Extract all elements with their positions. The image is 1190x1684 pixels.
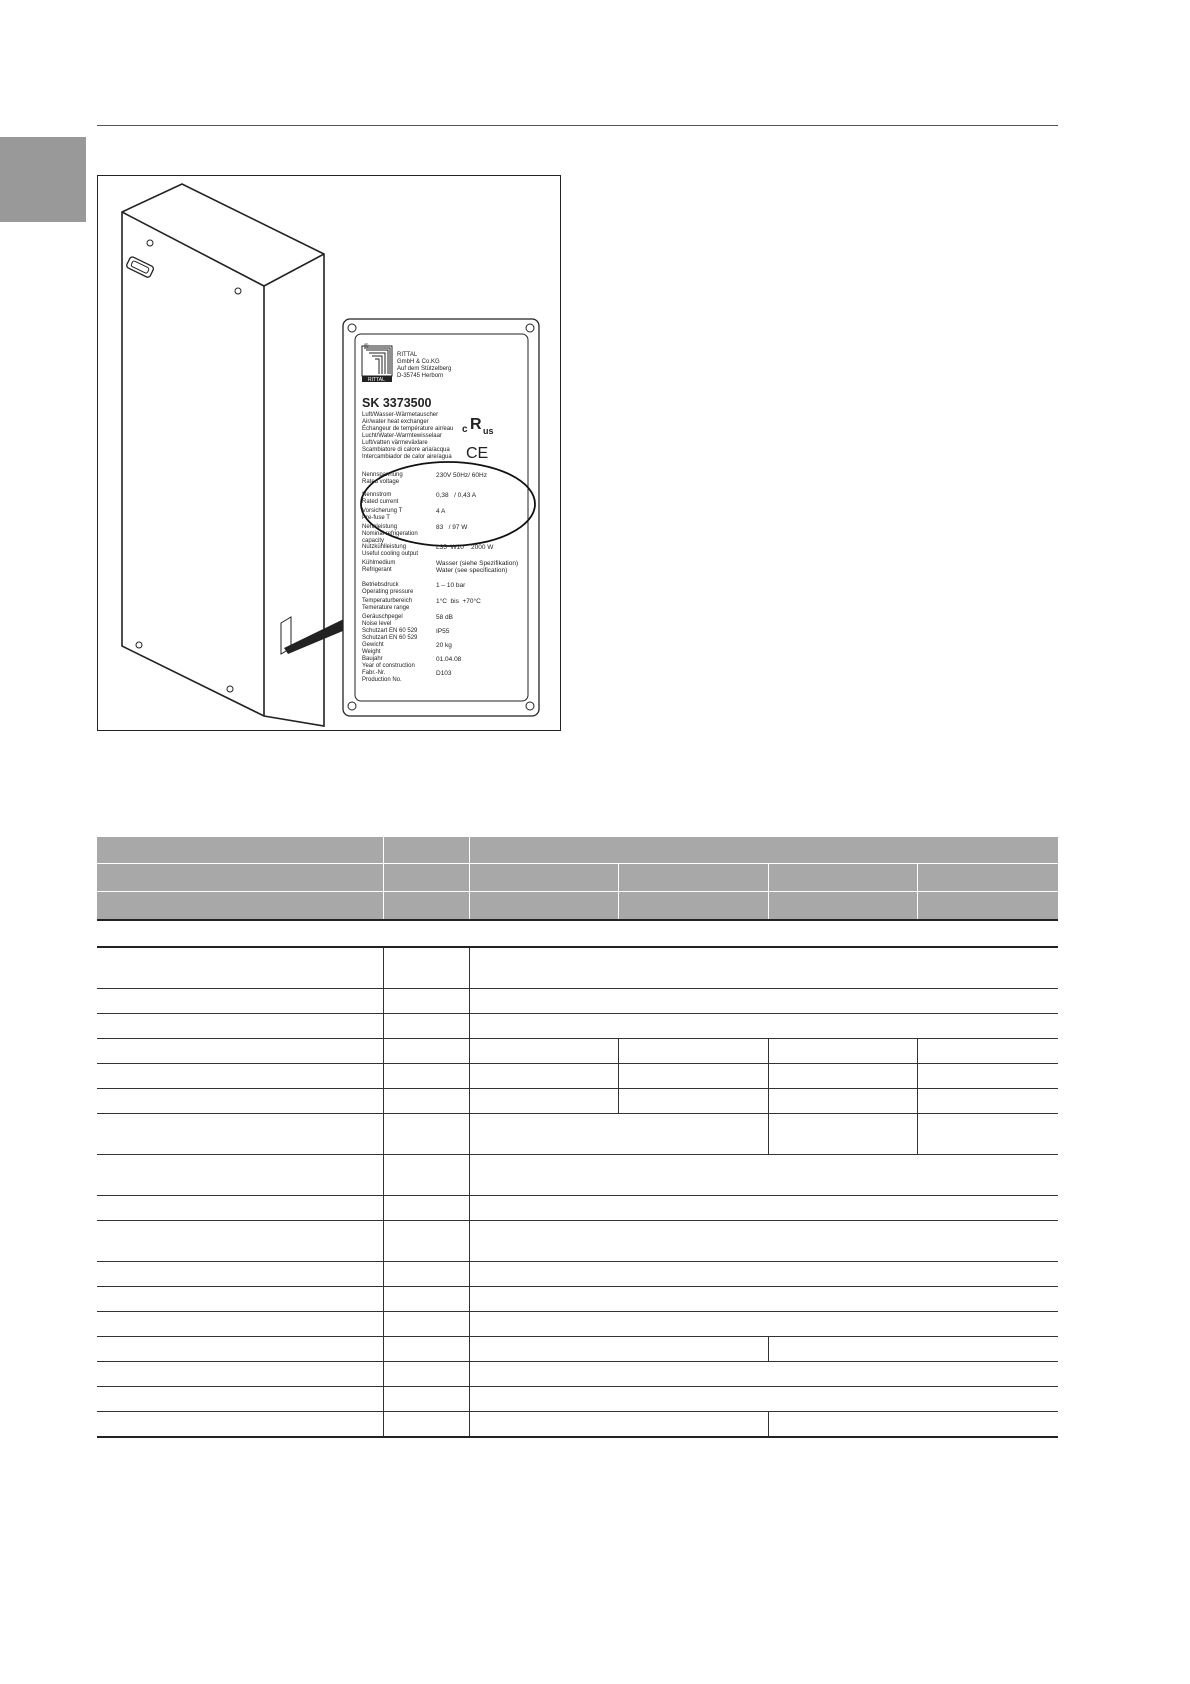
- table-cell: [97, 1155, 383, 1196]
- table-cell: [469, 1014, 1058, 1039]
- header-cell: [469, 892, 618, 921]
- header-cell: [97, 892, 383, 921]
- table-cell: [383, 1262, 469, 1287]
- table-cell: [469, 1287, 1058, 1312]
- nameplate-row-label: Nennstrom Rated current: [362, 492, 399, 505]
- table-cell: [383, 1312, 469, 1337]
- nameplate-row-label: Fabr.-Nr. Production No.: [362, 670, 402, 683]
- table-cell: [97, 1114, 383, 1155]
- table-cell: [469, 1337, 768, 1362]
- table-cell: [383, 1064, 469, 1089]
- table-cell: [383, 1014, 469, 1039]
- nameplate-row-value: 83 / 97 W: [436, 524, 468, 531]
- nameplate-row-label: Gewicht Weight: [362, 642, 384, 655]
- table-cell: [383, 1221, 469, 1262]
- table-cell: [469, 947, 1058, 989]
- manufacturer-address: RITTAL GmbH & Co.KG Auf dem Stützelberg D-35745 Herborn: [397, 352, 452, 379]
- table-cell: [618, 1089, 768, 1114]
- table-cell: [97, 1387, 383, 1412]
- table-row: [97, 1312, 1058, 1337]
- table-cell: [383, 1362, 469, 1387]
- header-row: [97, 864, 1058, 892]
- table-row: [97, 1196, 1058, 1221]
- ce-mark-icon: CE: [466, 445, 489, 462]
- header-cell: [917, 864, 1058, 892]
- nameplate-row-label: Schutzart EN 60 529 Schutzart EN 60 529: [362, 628, 418, 641]
- device-illustration: [98, 176, 562, 732]
- table-cell: [768, 1039, 917, 1064]
- spec-table: [97, 837, 1058, 1438]
- nameplate-row-label: Kühlmedium Refrigerant: [362, 560, 396, 573]
- table-row: [97, 1155, 1058, 1196]
- table-cell: [469, 1089, 618, 1114]
- section-gap: [97, 920, 1058, 947]
- table-cell: [383, 1114, 469, 1155]
- table-cell: [618, 1064, 768, 1089]
- nameplate-row-label: Nennleistung Nominal refrigeration capacity: [362, 524, 418, 544]
- header-cell: [469, 864, 618, 892]
- table-cell: [383, 1089, 469, 1114]
- table-cell: [917, 1089, 1058, 1114]
- table-cell: [383, 947, 469, 989]
- gap-cell: [97, 920, 1058, 947]
- nameplate-row-value: 1 – 10 bar: [436, 582, 466, 589]
- table-cell: [618, 1039, 768, 1064]
- table-cell: [768, 1412, 1058, 1438]
- product-names: Luft/Wasser-Wärmetauscher Air/water heat exchanger Échangeur de température air/eau Lucht/Water-Warmtewisselaar Luft/vatten värmeväxlare Scambiatore di calore aria/acqua Intercambiador de calor aire/agua: [362, 412, 454, 460]
- table-cell: [469, 1412, 768, 1438]
- table-cell: [469, 1114, 768, 1155]
- nameplate-row-label: Nutzkühlleistung Useful cooling output: [362, 544, 419, 557]
- table-cell: [97, 1221, 383, 1262]
- table-cell: [469, 1039, 618, 1064]
- table-row: [97, 989, 1058, 1014]
- table-row: [97, 947, 1058, 989]
- table-row: [97, 1089, 1058, 1114]
- nameplate-row-value: 4 A: [436, 508, 446, 515]
- nameplate-row-value: 230V 50Hz/ 60Hz: [436, 472, 487, 479]
- table-cell: [469, 1312, 1058, 1337]
- nameplate-row-value: 0,38 / 0,43 A: [436, 492, 477, 499]
- nameplate-row-label: Temperaturbereich Temerature range: [362, 598, 413, 611]
- table-cell: [768, 1337, 1058, 1362]
- header-cell: [618, 864, 768, 892]
- table-cell: [383, 1287, 469, 1312]
- table-cell: [383, 1039, 469, 1064]
- table-cell: [469, 1196, 1058, 1221]
- table-row: [97, 1412, 1058, 1438]
- table-cell: [469, 1362, 1058, 1387]
- registered-mark: ®: [364, 344, 369, 350]
- header-cell: [469, 837, 1058, 864]
- nameplate-row-value: Wasser (siehe Spezifikation) Water (see specification): [436, 560, 519, 574]
- nameplate-row-label: Baujahr Year of construction: [362, 656, 415, 669]
- table-cell: [383, 989, 469, 1014]
- table-cell: [97, 1262, 383, 1287]
- chapter-tab: [0, 137, 86, 222]
- table-cell: [97, 1412, 383, 1438]
- table-row: [97, 1262, 1058, 1287]
- table-row: [97, 1039, 1058, 1064]
- table-row: [97, 1014, 1058, 1039]
- table-cell: [768, 1064, 917, 1089]
- table-cell: [768, 1114, 917, 1155]
- header-cell: [383, 892, 469, 921]
- nameplate-row-label: Betriebsdruck Operating pressure: [362, 582, 414, 595]
- table-cell: [469, 1064, 618, 1089]
- table-cell: [469, 1387, 1058, 1412]
- model-number: SK 3373500: [362, 396, 432, 410]
- table-cell: [469, 1155, 1058, 1196]
- nameplate-row-value: L35 W10 2000 W: [436, 544, 494, 551]
- svg-text:us: us: [483, 426, 494, 436]
- table-cell: [97, 1287, 383, 1312]
- table-cell: [97, 1039, 383, 1064]
- nameplate-row-value: 01.04.08: [436, 656, 462, 663]
- header-rule: [97, 125, 1058, 126]
- header-cell: [97, 837, 383, 864]
- nameplate-row-value: 20 kg: [436, 642, 452, 649]
- nameplate-row-value: 58 dB: [436, 614, 453, 621]
- header-cell: [917, 892, 1058, 921]
- table-row: [97, 1064, 1058, 1089]
- table-cell: [768, 1089, 917, 1114]
- header-row: [97, 892, 1058, 921]
- nameplate-figure: [97, 175, 561, 731]
- nameplate-row-value: 1°C bis +70°C: [436, 598, 481, 605]
- table-cell: [917, 1064, 1058, 1089]
- table-cell: [383, 1412, 469, 1438]
- table-cell: [97, 947, 383, 989]
- header-cell: [768, 864, 917, 892]
- table-row: [97, 1387, 1058, 1412]
- header-cell: [618, 892, 768, 921]
- svg-text:c: c: [462, 424, 468, 435]
- table-cell: [469, 989, 1058, 1014]
- table-cell: [97, 1362, 383, 1387]
- table-cell: [97, 1089, 383, 1114]
- table-cell: [383, 1196, 469, 1221]
- nameplate-row-label: Vorsicherung T Pre-fuse T: [362, 508, 403, 521]
- table-cell: [469, 1262, 1058, 1287]
- table-cell: [383, 1387, 469, 1412]
- table-cell: [97, 1014, 383, 1039]
- table-cell: [383, 1155, 469, 1196]
- header-row: [97, 837, 1058, 864]
- table-row: [97, 1337, 1058, 1362]
- table-row: [97, 1221, 1058, 1262]
- table-cell: [917, 1039, 1058, 1064]
- table-cell: [97, 1337, 383, 1362]
- svg-text:R: R: [470, 416, 482, 433]
- nameplate-row-value: D103: [436, 670, 452, 677]
- table-cell: [97, 989, 383, 1014]
- header-cell: [768, 892, 917, 921]
- nameplate-row-label: Geräuschpegel Noise level: [362, 614, 403, 627]
- table-cell: [383, 1337, 469, 1362]
- table-cell: [97, 1196, 383, 1221]
- table-row: [97, 1287, 1058, 1312]
- table-cell: [469, 1221, 1058, 1262]
- table-cell: [917, 1114, 1058, 1155]
- nameplate-row-value: IP55: [436, 628, 450, 635]
- table-row: [97, 1114, 1058, 1155]
- header-cell: [97, 864, 383, 892]
- logo-wordmark: RITTAL: [368, 377, 385, 383]
- table-cell: [97, 1064, 383, 1089]
- table-cell: [97, 1312, 383, 1337]
- header-cell: [383, 837, 469, 864]
- header-cell: [383, 864, 469, 892]
- nameplate-row-label: Nennspannung Rated voltage: [362, 472, 403, 485]
- table-row: [97, 1362, 1058, 1387]
